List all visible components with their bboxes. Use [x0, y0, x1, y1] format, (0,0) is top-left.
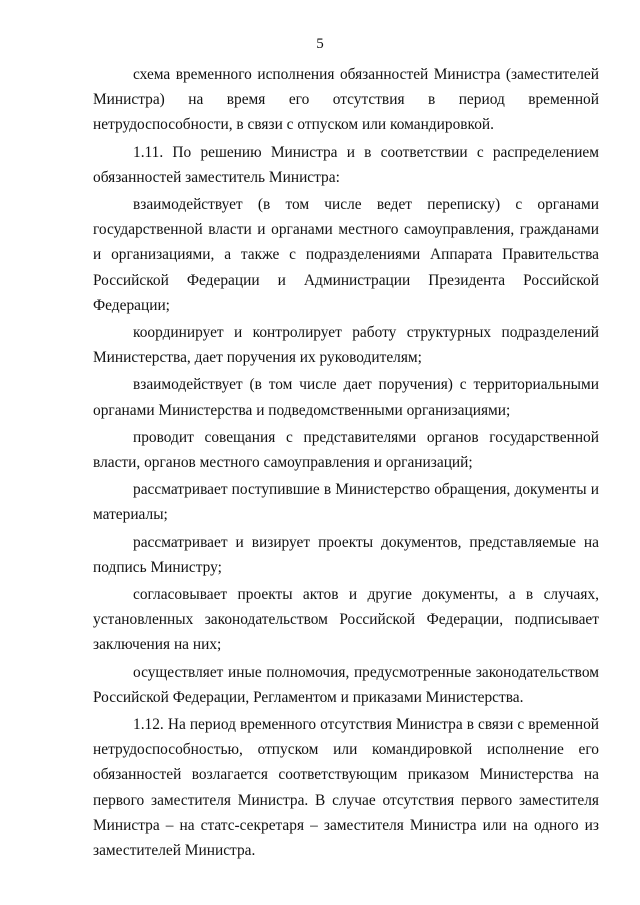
- paragraph-8: рассматривает и визирует проекты документов, представляемые на подпись Министру;: [93, 533, 599, 576]
- paragraph-10: осуществляет иные полномочия, предусмотренные законодательством Российской Федерации, Регламентом и приказами Министерства.: [93, 663, 599, 706]
- paragraph-5: взаимодействует (в том числе дает поручения) с территориальными органами Министерства и подведомственными организациями;: [93, 376, 599, 419]
- paragraph-4: координирует и контролирует работу структурных подразделений Министерства, дает поручения их руководителям;: [93, 324, 599, 367]
- paragraph-2: 1.11. По решению Министра и в соответствии с распределением обязанностей заместитель Министра:: [93, 143, 599, 186]
- page-number: 5: [316, 36, 324, 52]
- paragraph-1: схема временного исполнения обязанностей Министра (заместителей Министра) на время его отсутствия в период временной нетрудоспособности, в связи с отпуском или командировкой.: [93, 66, 599, 134]
- document-body: [93, 62, 599, 865]
- paragraph-6: проводит совещания с представителями органов государственной власти, органов местного самоуправления и организаций;: [93, 428, 599, 472]
- paragraph-11: 1.12. На период временного отсутствия Министра в связи с временной нетрудоспособностью, отпуском или командировкой исполнение его обязанностей возлагается соответствующим приказом Министерства на первого заместителя Министра. В случае отсутствия первого заместителя Министра – на статс-секретаря – заместителя Министра или на одного из заместителей Министра.: [93, 716, 599, 860]
- paragraph-3: взаимодействует (в том числе ведет переписку) с органами государственной власти и органами местного самоуправления, гражданами и организациями, а также с подразделениями Аппарата Правительства Российской Федерации и Администрации Президента Российской Федерации;: [93, 196, 599, 314]
- paragraph-9: согласовывает проекты актов и другие документы, а в случаях, установленных законодательством Российской Федерации, подписывает заключения на них;: [93, 586, 599, 654]
- paragraph-7: рассматривает поступившие в Министерство обращения, документы и материалы;: [93, 481, 599, 524]
